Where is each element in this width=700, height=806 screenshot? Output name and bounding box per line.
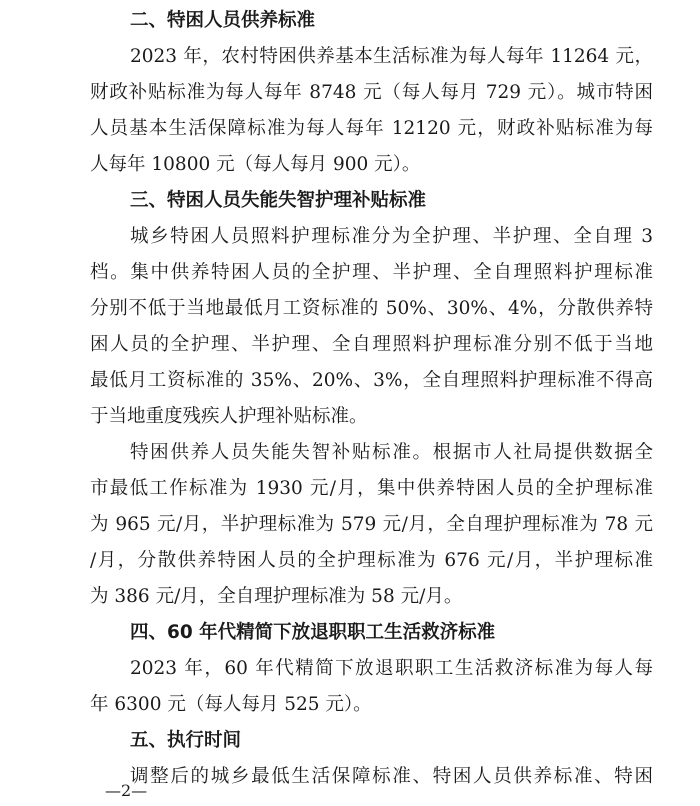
para-3-line-1: 特困供养人员失能失智补贴标准。根据市人社局提供数据全 (130, 442, 653, 463)
page-number: —2— (105, 781, 148, 800)
para-5-line-1: 调整后的城乡最低生活保障标准、特困人员供养标准、特困 (130, 766, 653, 787)
para-2-line-6: 于当地重度残疾人护理补贴标准。 (90, 406, 368, 427)
heading-5: 五、执行时间 (130, 730, 242, 751)
para-1-line-1: 2023 年，农村特困供养基本生活标准为每人每年 11264 元， (130, 46, 653, 67)
para-4-line-2: 年 6300 元（每人每月 525 元）。 (90, 694, 372, 715)
heading-2: 二、特困人员供养标准 (130, 10, 316, 31)
para-2-line-2: 档。集中供养特困人员的全护理、半护理、全自理照料护理标准 (90, 262, 653, 283)
para-4-line-1: 2023 年，60 年代精简下放退职职工生活救济标准为每人每 (130, 658, 653, 679)
para-2-line-4: 困人员的全护理、半护理、全自理照料护理标准分别不低于当地 (90, 334, 653, 355)
para-1-line-2: 财政补贴标准为每人每年 8748 元（每人每月 729 元）。城市特困 (90, 82, 653, 103)
para-3-line-2: 市最低工作标准为 1930 元/月，集中供养特困人员的全护理标准 (90, 478, 653, 499)
para-3-line-5: 为 386 元/月，全自理护理标准为 58 元/月。 (90, 586, 463, 607)
para-3-line-3: 为 965 元/月，半护理标准为 579 元/月，全自理护理标准为 78 元 (90, 514, 653, 535)
para-1-line-4: 人每年 10800 元（每人每月 900 元）。 (90, 154, 421, 175)
para-1-line-3: 人员基本生活保障标准为每人每年 12120 元，财政补贴标准为每 (90, 118, 653, 139)
para-2-line-1: 城乡特困人员照料护理标准分为全护理、半护理、全自理 3 (130, 226, 653, 247)
para-3-line-4: /月，分散供养特困人员的全护理标准为 676 元/月，半护理标准 (90, 550, 653, 571)
heading-4: 四、60 年代精简下放退职职工生活救济标准 (130, 622, 496, 643)
para-2-line-3: 分别不低于当地最低月工资标准的 50%、30%、4%，分散供养特 (90, 298, 653, 319)
para-2-line-5: 最低月工资标准的 35%、20%、3%，全自理照料护理标准不得高 (90, 370, 653, 391)
heading-3: 三、特困人员失能失智护理补贴标准 (130, 190, 427, 211)
